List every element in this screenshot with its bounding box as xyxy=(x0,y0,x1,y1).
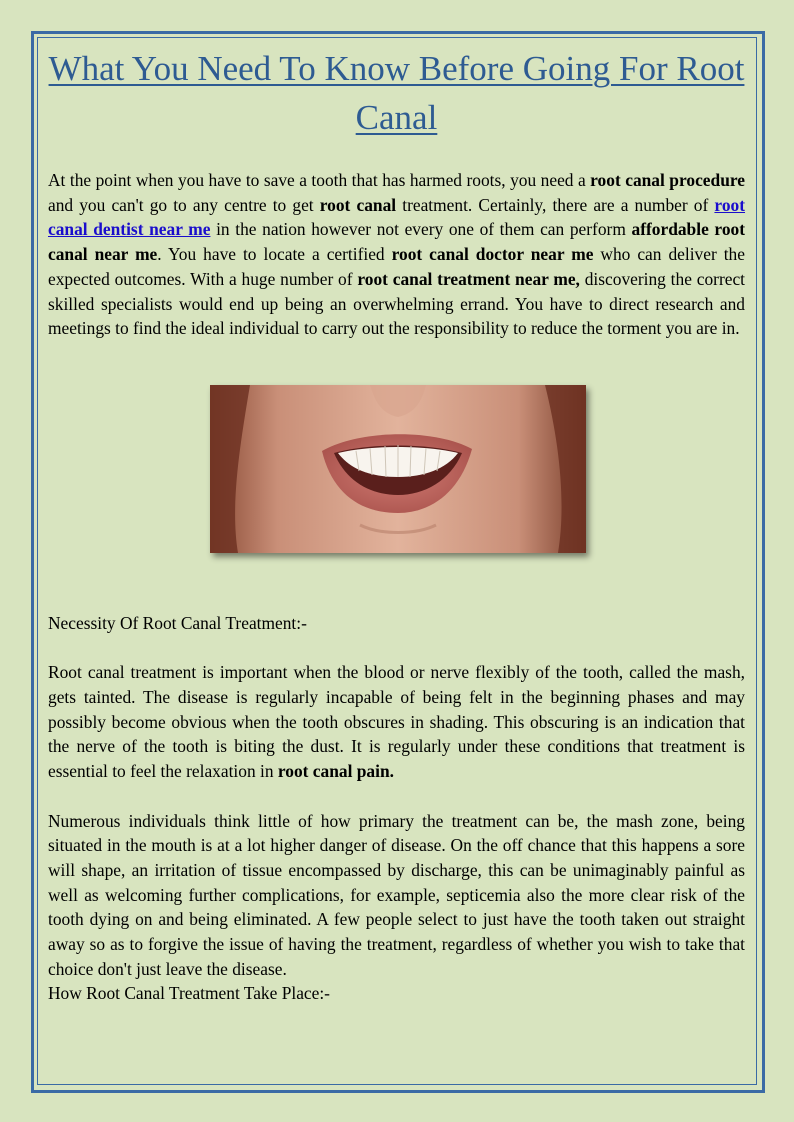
text-run: discovering the correct skilled specialists would end up being an overwhelming errand. You have to direct research and meetings to find the ideal individual to carry out the responsibility to reduce the torment you are in. xyxy=(48,268,745,339)
text-run: and you can't go to any centre to get xyxy=(48,194,320,215)
text-run: Root canal treatment is important when the blood or nerve flexibly of the tooth, called the mash, gets tainted. The disease is regularly incapable of being felt in the beginning phases and may possibly become obvious when the tooth obscures in shading. This obscuring is an indication that the nerve of the tooth is biting the dust. It is regularly under these conditions that treatment is essential to feel the relaxation in xyxy=(48,662,745,782)
text-run: . You have to locate a certified xyxy=(157,244,392,265)
numerous-paragraph: Numerous individuals think little of how primary the treatment can be, the mash zone, being situated in the mouth is at a lot higher danger of disease. On the off chance that this happens a sore will shape, an irritation of tissue encompassed by discharge, this can be unimaginably painful as well as welcoming further complications, for example, septicemia also the more clear risk of the tooth dying on and being eliminated. A few people select to just have the tooth taken out straight away so as to forgive the issue of having the treatment, regardless of whether you wish to take that choice don't just leave the disease. xyxy=(48,810,745,979)
page-title: What You Need To Know Before Going For Root Canal xyxy=(48,49,745,137)
bold-keyword: root canal pain. xyxy=(277,761,394,782)
bold-keyword: root canal xyxy=(319,194,397,215)
bold-keyword: root canal doctor near me xyxy=(391,244,594,265)
bold-keyword: root canal procedure xyxy=(590,170,745,190)
necessity-paragraph xyxy=(48,660,745,784)
section-heading-how: How Root Canal Treatment Take Place:- xyxy=(48,983,330,1004)
smile-photo xyxy=(210,385,586,553)
smile-illustration xyxy=(210,385,586,553)
text-run: At the point when you have to save a tooth that has harmed roots, you need a xyxy=(48,170,591,190)
bold-keyword: root canal treatment near me, xyxy=(357,268,580,289)
document-body xyxy=(48,44,745,1006)
figure-container xyxy=(48,385,745,553)
bold-keyword: affordable root canal near me xyxy=(48,219,745,265)
intro-paragraph xyxy=(48,168,745,341)
text-run: who can deliver the expected outcomes. With a huge number of xyxy=(48,244,745,289)
text-run: in the nation however not every one of them can perform xyxy=(210,219,632,240)
root-canal-dentist-link[interactable]: root canal dentist near me xyxy=(48,194,746,240)
text-run: treatment. Certainly, there are a number of xyxy=(396,194,715,215)
section-heading-necessity: Necessity Of Root Canal Treatment:- xyxy=(48,612,307,633)
